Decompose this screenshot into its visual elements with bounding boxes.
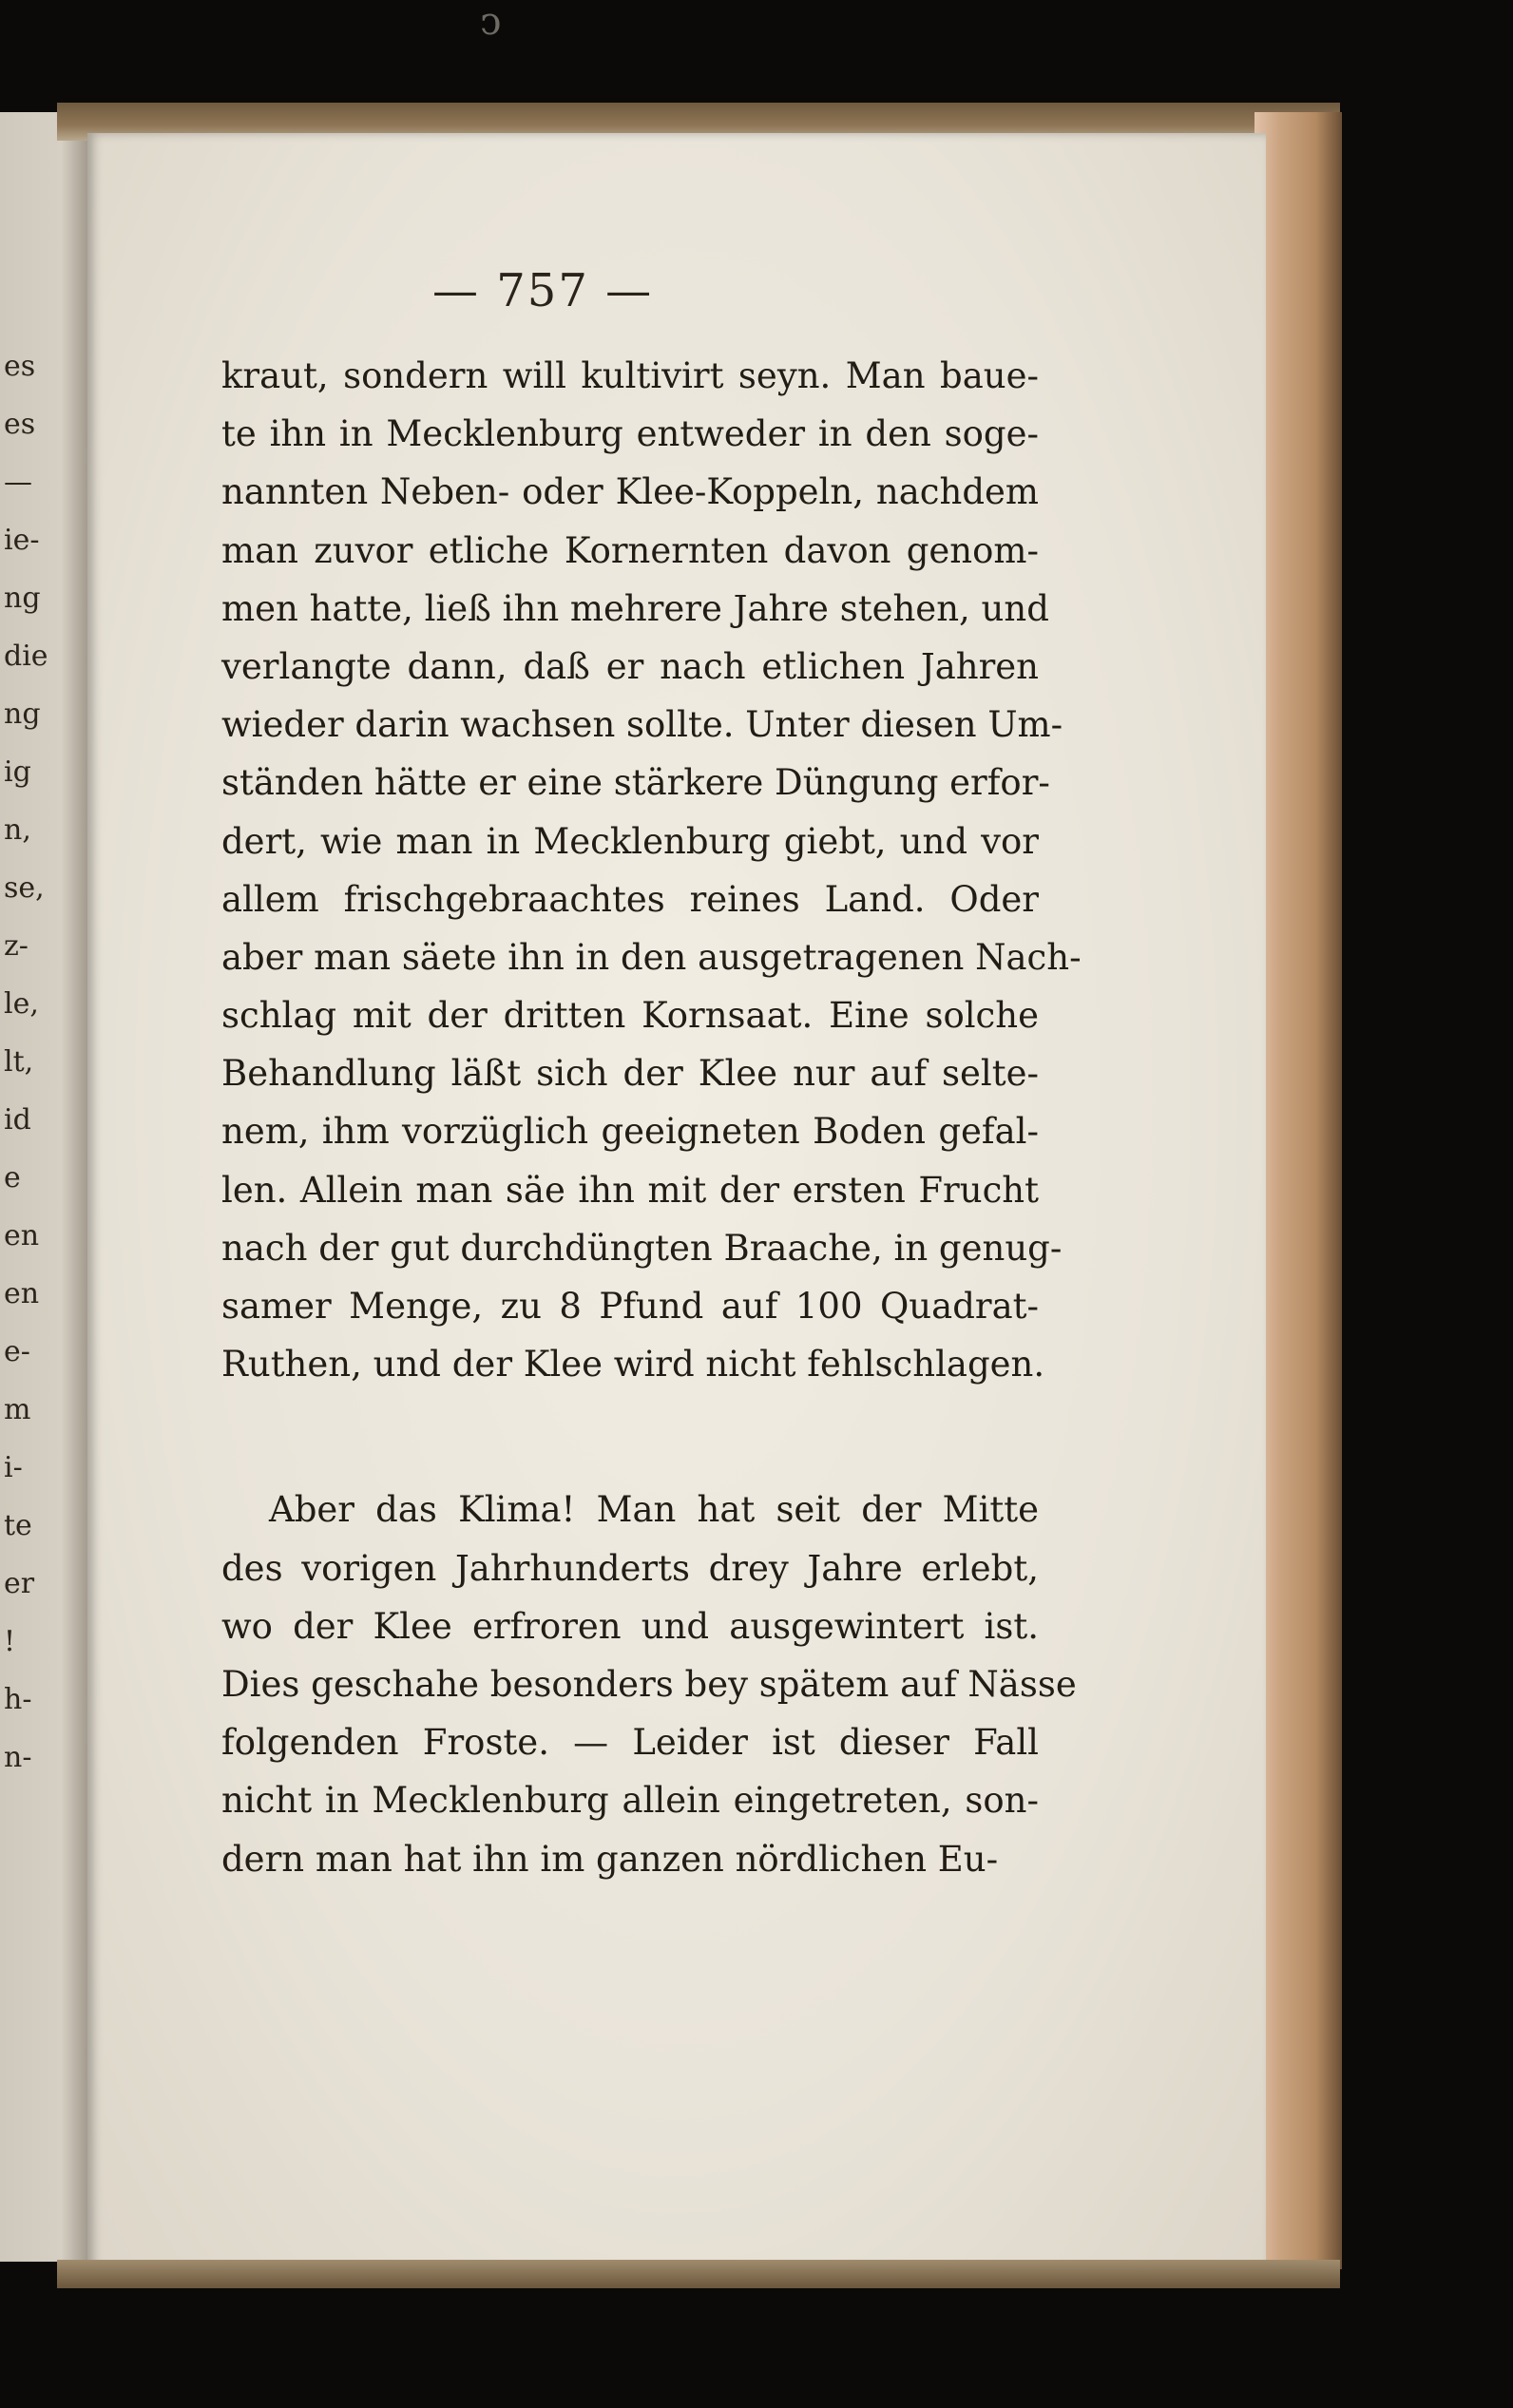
- text-line: wo der Klee erfroren und ausgewintert ist.: [221, 1605, 1039, 1647]
- text-line: schlag mit der dritten Kornsaat. Eine solche: [221, 995, 1039, 1037]
- left-page-fragment: lt,: [4, 1045, 34, 1079]
- book-cover-edge-bottom: [57, 2260, 1340, 2288]
- text-line: Aber das Klima! Man hat seit der Mitte: [269, 1489, 1039, 1531]
- text-line: nicht in Mecklenburg allein eingetreten, son-: [221, 1780, 1039, 1822]
- text-line: Ruthen, und der Klee wird nicht fehlschlagen.: [221, 1344, 1045, 1386]
- text-line: nem, ihm vorzüglich geeigneten Boden gefal-: [221, 1111, 1039, 1153]
- top-ornament-mark: ↄ: [480, 0, 502, 44]
- left-page-fragment: e: [4, 1161, 21, 1194]
- text-line: man zuvor etliche Kornernten davon genom-: [221, 529, 1039, 571]
- text-line: dert, wie man in Mecklenburg giebt, und vor: [221, 820, 1039, 862]
- left-page-fragment: en: [4, 1277, 40, 1310]
- left-page-fragment: n,: [4, 813, 31, 847]
- text-line: men hatte, ließ ihn mehrere Jahre stehen, und: [221, 587, 1049, 629]
- text-line: len. Allein man säe ihn mit der ersten Frucht: [221, 1169, 1039, 1211]
- text-line: kraut, sondern will kultivirt seyn. Man baue-: [221, 355, 1039, 396]
- left-page-fragment: en: [4, 1219, 40, 1252]
- text-line: te ihn in Mecklenburg entweder in den soge-: [221, 413, 1039, 455]
- left-page-fragment: —: [4, 466, 32, 499]
- text-line: des vorigen Jahrhunderts drey Jahre erlebt,: [221, 1547, 1039, 1589]
- text-line: allem frischgebraachtes reines Land. Oder: [221, 878, 1039, 920]
- left-page-fragment: le,: [4, 987, 39, 1021]
- text-line: verlangte dann, daß er nach etlichen Jahren: [221, 645, 1039, 687]
- left-page-fragment: ng: [4, 698, 41, 731]
- text-line: nannten Neben- oder Klee-Koppeln, nachdem: [221, 471, 1039, 513]
- left-page-fragment: die: [4, 640, 48, 673]
- left-page-fragment: m: [4, 1393, 31, 1426]
- left-page-fragment: id: [4, 1103, 31, 1137]
- adjacent-left-page: [0, 112, 87, 2262]
- left-page-fragment: e-: [4, 1335, 30, 1368]
- left-page-fragment: n-: [4, 1741, 32, 1774]
- text-line: Behandlung läßt sich der Klee nur auf selte-: [221, 1053, 1039, 1095]
- page-body-text: [221, 347, 1082, 1888]
- text-line: samer Menge, zu 8 Pfund auf 100 Quadrat-: [221, 1286, 1039, 1327]
- left-page-fragment: ie-: [4, 524, 40, 557]
- text-line: ständen hätte er eine stärkere Düngung erfor-: [221, 762, 1050, 804]
- left-page-fragment: h-: [4, 1683, 32, 1716]
- left-page-fragment: er: [4, 1567, 35, 1600]
- paragraph: [221, 347, 1082, 1393]
- text-line: dern man hat ihn im ganzen nördlichen Eu-: [221, 1838, 999, 1880]
- left-page-fragment: es: [4, 350, 36, 383]
- paragraph-gap: [221, 1393, 1039, 1481]
- left-page-fragment: ng: [4, 582, 41, 615]
- text-line: folgenden Froste. — Leider ist dieser Fall: [221, 1722, 1039, 1764]
- text-line: aber man säete ihn in den ausgetragenen Nach-: [221, 936, 1082, 978]
- left-page-fragment: i-: [4, 1451, 23, 1484]
- text-line: nach der gut durchdüngten Braache, in genug-: [221, 1227, 1063, 1269]
- left-page-fragment: z-: [4, 929, 29, 963]
- text-line: wieder darin wachsen sollte. Unter diesen Um-: [221, 704, 1063, 746]
- left-page-fragment: se,: [4, 871, 45, 905]
- text-line: Dies geschahe besonders bey spätem auf Nässe: [221, 1663, 1077, 1705]
- page-block-edge: [1254, 112, 1342, 2269]
- page-number-header: — 757 —: [432, 264, 654, 317]
- left-page-fragment: ig: [4, 755, 31, 789]
- left-page-fragment: te: [4, 1509, 32, 1542]
- left-page-fragment: es: [4, 408, 36, 441]
- left-page-fragment: !: [4, 1625, 16, 1658]
- paragraph: [221, 1481, 1077, 1887]
